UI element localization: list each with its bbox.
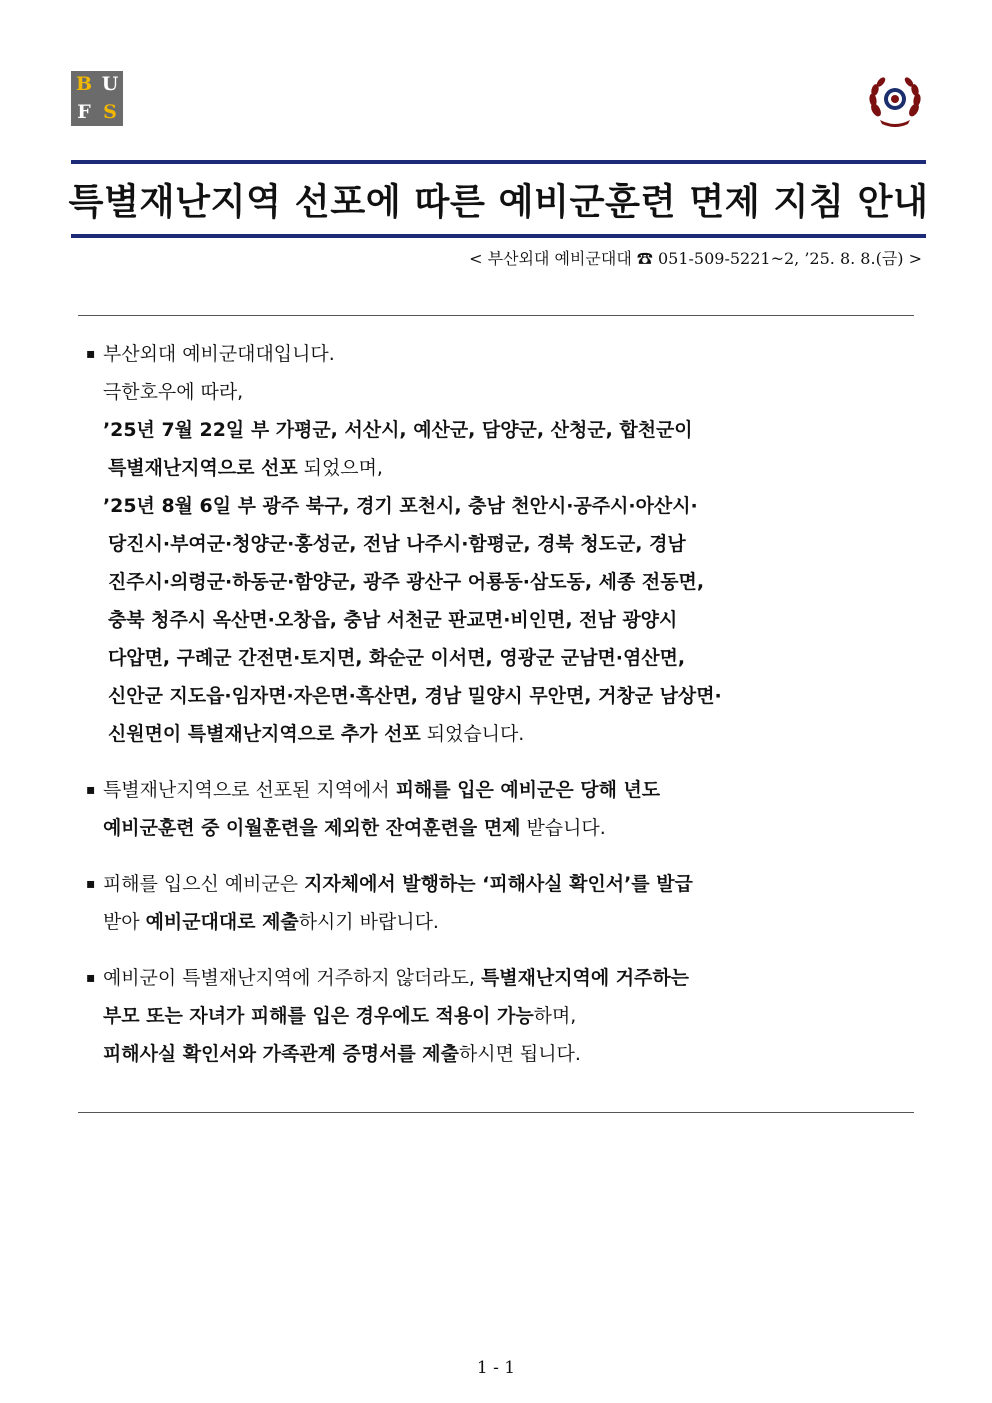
text-line xyxy=(86,487,914,525)
text-line xyxy=(86,373,914,411)
paragraph-certificate xyxy=(86,865,916,941)
text-span: 신안군 지도읍·임자면·자은면·흑산면, 경남 밀양시 무안면, 거창군 남상면· xyxy=(107,685,722,707)
page-title: 특별재난지역 선포에 따른 예비군훈련 면제 지침 안내 xyxy=(68,180,929,223)
laurel-emblem-icon xyxy=(866,72,924,130)
text-span: ’25년 7월 22일 부 가평군, 서산시, 예산군, 담양군, 산청군, 합천군이 xyxy=(102,419,693,441)
notice-body xyxy=(86,335,916,1073)
text-span: 부산외대 예비군대대입니다. xyxy=(102,343,335,365)
text-span: 충북 청주시 옥산면·오창읍, 충남 서천군 판교면·비인면, 전남 광양시 xyxy=(107,609,678,631)
bullet-icon: ▪ xyxy=(86,970,96,986)
text-span: 특별재난지역으로 선포 xyxy=(107,457,298,479)
contact-info: < 부산외대 예비군대대 ☎ 051-509-5221~2, ’25. 8. 8.(금) > xyxy=(469,249,922,268)
text-line xyxy=(86,959,914,997)
text-span: 피해를 입은 예비군은 당해 년도 xyxy=(395,779,661,801)
text-span: 지자체에서 발행하는 ‘피해사실 확인서’를 발급 xyxy=(304,873,693,895)
text-span: 되었으며, xyxy=(297,457,383,479)
text-line xyxy=(86,677,914,715)
text-line xyxy=(86,715,914,753)
text-line xyxy=(86,601,914,639)
page-number: 1 - 1 xyxy=(476,1358,516,1378)
text-span: 하시기 바랍니다. xyxy=(298,911,439,933)
text-line xyxy=(86,1035,914,1073)
paragraph-declaration xyxy=(86,335,916,753)
text-span: 특별재난지역에 거주하는 xyxy=(480,967,689,989)
bullet-icon: ▪ xyxy=(86,876,96,892)
logo-letter-f: F xyxy=(77,100,91,123)
bottom-divider xyxy=(78,1112,914,1113)
text-span: 예비군대대로 제출 xyxy=(145,911,299,933)
logo-letter-b: B xyxy=(75,73,93,96)
paragraph-exemption xyxy=(86,771,916,847)
text-span: 예비군훈련 중 이월훈련을 제외한 잔여훈련을 면제 xyxy=(102,817,521,839)
text-line xyxy=(86,449,914,487)
text-span: 특별재난지역으로 선포된 지역에서 xyxy=(102,779,396,801)
text-line xyxy=(86,771,914,809)
text-span: 진주시·의령군·하동군·함양군, 광주 광산구 어룡동·삼도동, 세종 전동면, xyxy=(107,571,705,593)
logo-letter-s: S xyxy=(103,100,117,123)
text-line xyxy=(86,809,914,847)
text-span: 하시면 됩니다. xyxy=(458,1043,581,1065)
text-span: 당진시·부여군·청양군·홍성군, 전남 나주시·함평군, 경북 청도군, 경남 xyxy=(107,533,686,555)
text-span: ’25년 8월 6일 부 광주 북구, 경기 포천시, 충남 천안시·공주시·아산시· xyxy=(102,495,698,517)
text-span: 피해를 입으신 예비군은 xyxy=(102,873,305,895)
title-top-border xyxy=(71,160,926,164)
text-span: 다압면, 구례군 간전면·토지면, 화순군 이서면, 영광군 군남면·염산면, xyxy=(107,647,686,669)
text-line xyxy=(86,411,914,449)
text-span: 신원면이 특별재난지역으로 추가 선포 xyxy=(107,723,421,745)
text-span: 피해사실 확인서와 가족관계 증명서를 제출 xyxy=(102,1043,459,1065)
text-span: 받습니다. xyxy=(520,817,606,839)
text-span: 부모 또는 자녀가 피해를 입은 경우에도 적용이 가능 xyxy=(102,1005,534,1027)
bullet-icon: ▪ xyxy=(86,782,96,798)
text-line xyxy=(86,335,914,373)
text-span: 하며, xyxy=(533,1005,577,1027)
text-line xyxy=(86,525,914,563)
text-line xyxy=(86,903,914,941)
text-line xyxy=(86,639,914,677)
title-bottom-border xyxy=(71,234,926,238)
paragraph-family xyxy=(86,959,916,1073)
text-line xyxy=(86,997,914,1035)
text-span: 되었습니다. xyxy=(420,723,525,745)
bullet-icon: ▪ xyxy=(86,346,96,362)
text-span: 예비군이 특별재난지역에 거주하지 않더라도, xyxy=(102,967,481,989)
text-span: 극한호우에 따라, xyxy=(102,381,244,403)
top-divider xyxy=(78,315,914,316)
logo-letter-u: U xyxy=(101,73,119,96)
text-line xyxy=(86,865,914,903)
bufs-logo xyxy=(71,71,123,126)
text-line xyxy=(86,563,914,601)
text-span: 받아 xyxy=(102,911,146,933)
